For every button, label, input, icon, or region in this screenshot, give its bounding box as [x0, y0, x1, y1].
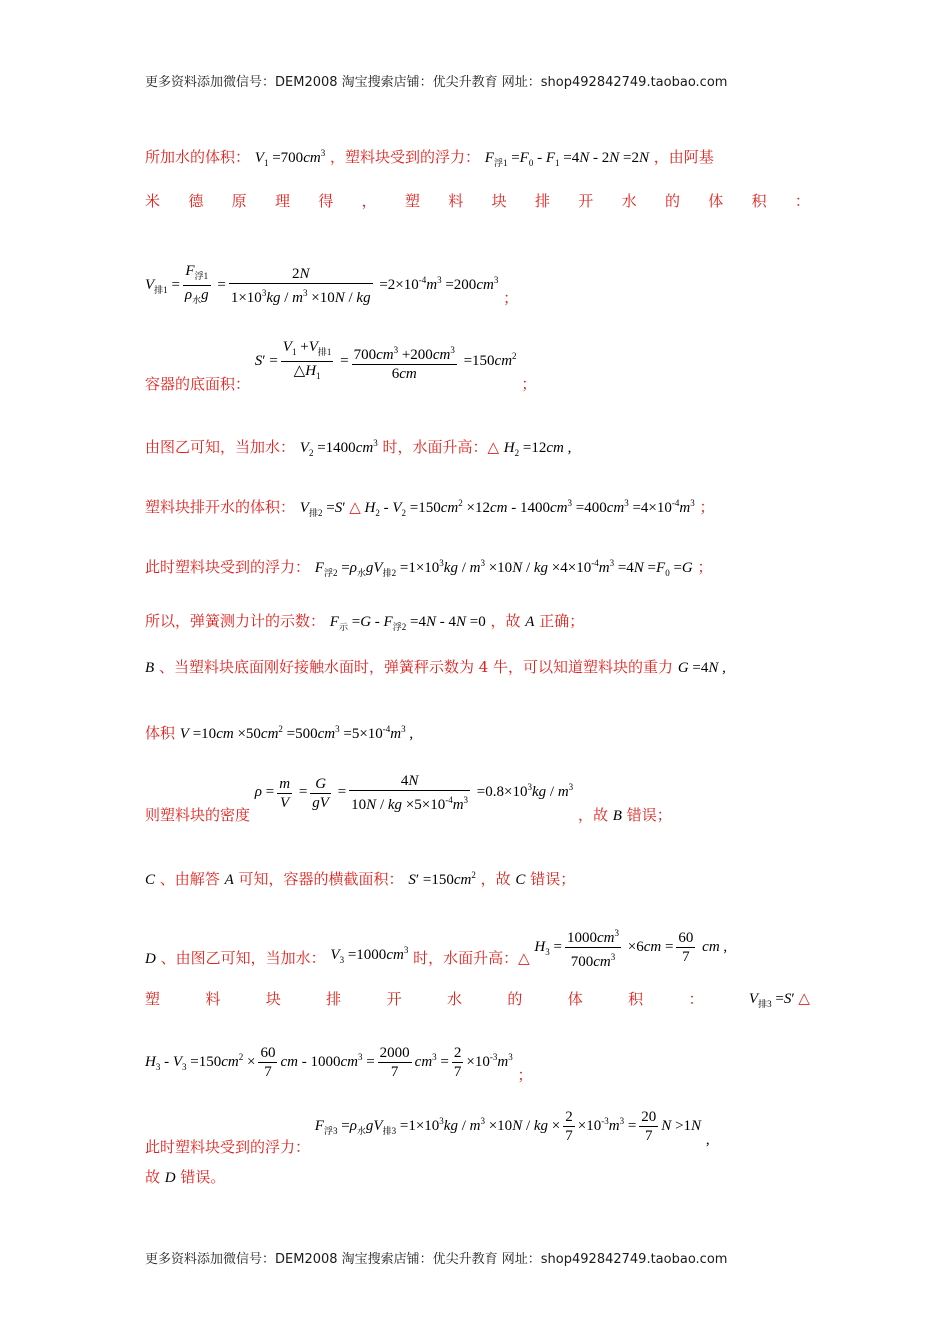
char: 水	[446, 990, 462, 1008]
char: 块	[491, 192, 507, 210]
char: 理	[274, 192, 290, 210]
text: 则塑料块的密度	[145, 806, 251, 825]
text: 时，水面升高：△	[382, 438, 500, 456]
formula: $F_{浮2} =\rho_水gV_{排2} =1\times 10^3kg / m^3 \times 10N$ / kg $\times 4\times 10^{-4}m^3 =4N =F_0 =G$	[314, 558, 693, 578]
char: 料	[205, 990, 221, 1008]
solution-line-10	[145, 718, 810, 745]
solution-line-5	[145, 432, 810, 464]
solution-line-2	[145, 190, 810, 212]
solution-line-17: 故 D 错误。	[145, 1168, 226, 1186]
text: 故	[145, 1168, 161, 1186]
char: 开	[578, 192, 594, 210]
text: 此时塑料块受到的浮力：	[145, 558, 311, 576]
text: ，故	[490, 612, 521, 630]
formula: $H_3 - V_3 =150cm^2$ × $\frac{60}{7}$ cm - $1000cm^3$ = $\frac{2000}{7}$ $cm^3$ = $\frac{2}{7}$ $\times 10^{-3}m^3$	[145, 1045, 513, 1080]
text: 、由解答	[159, 870, 220, 888]
char: 排	[326, 990, 342, 1008]
solution-line-14	[145, 988, 810, 1015]
formula: S′ = $\frac{V_1 +V_{排1}}{\triangle H_1}$ = $\frac{700cm^3 +200cm^3}{6cm}$ $=150cm^2$	[254, 339, 517, 382]
solution-line-11: 则塑料块的密度 ρ = $\frac{m}{V}$ = $\frac{G}{gV}$ = $\frac{4N}{10N / kg \times 5\times 10^{-4}m^3}$ $=0.8\times 10^3kg / m^3$ ，故 B 错误；	[145, 773, 672, 825]
solution-line-16: 此时塑料块受到的浮力： $F_{浮3} =\rho_水gV_{排3} =1\times 10^3kg / m^3 \times 10N$ / kg × $\frac{2}{7}$ $\times 10^{-3}m^3$ = $\frac{20}{7}$ N >1N ,	[145, 1109, 710, 1156]
char: ，	[361, 192, 377, 210]
text: 错误。	[180, 1168, 226, 1186]
solution-line-12: C 、由解答 A 可知，容器的横截面积： $S' =150cm^2$ ，故 C 错误；	[145, 870, 576, 888]
char: 原	[231, 192, 247, 210]
solution-line-8: 所以，弹簧测力计的示数： $F_示 =G - F_{浮2} =4N - 4N =0$ ，故 A 正确；	[145, 612, 585, 632]
text: 所加水的体积：	[145, 148, 251, 166]
text: 由图乙可知，当加水：	[145, 438, 296, 456]
solution-line-13: D 、由图乙可知，当加水： $V_3 =1000cm^3$ 时，水面升高：△ $H_3$ = $\frac{1000cm^3}{700cm^3}$ ×6cm = $\frac{60}{7}$ cm ,	[145, 924, 810, 971]
formula: $F_{浮1} =F_0 - F_1 =4N - 2N =2N$	[484, 150, 649, 168]
formula: $F_{浮3} =\rho_水gV_{排3} =1\times 10^3kg / m^3 \times 10N$ / kg × $\frac{2}{7}$ $\times 10^{-3}m^3$ = $\frac{20}{7}$ N >1N	[314, 1109, 702, 1144]
char: 的	[507, 990, 523, 1008]
formula: $H_3$ = $\frac{1000cm^3}{700cm^3}$ ×6cm = $\frac{60}{7}$ cm ,	[534, 939, 727, 955]
char: 块	[265, 990, 281, 1008]
text: ，塑料块受到的浮力：	[329, 148, 480, 166]
formula: $S' =150cm^2$	[408, 870, 476, 888]
char: 体	[708, 192, 724, 210]
solution-line-3: $V_{排1}$ = $\frac{F_{浮1}}{\rho_水g}$ = $\frac{2N}{1\times 10^3kg / m^3 \times 10N / kg}$ $=2\times 10^{-4}m^3 =200cm^3$ ；	[145, 263, 519, 307]
page-header: 更多资料添加微信号：DEM2008 淘宝搜索店铺：优尖升教育 网址：shop492842749.taobao.com	[145, 75, 728, 90]
formula: $H_2 =12cm$ ,	[503, 440, 572, 458]
char: 的	[664, 192, 680, 210]
formula: ρ = $\frac{m}{V}$ = $\frac{G}{gV}$ = $\frac{4N}{10N / kg \times 5\times 10^{-4}m^3}$ $=0.8\times 10^3kg / m^3$	[254, 773, 574, 813]
char: 积	[751, 192, 767, 210]
formula: $V_2 =1400cm^3$	[299, 438, 378, 458]
char: 排	[534, 192, 550, 210]
text: 错误；	[530, 870, 576, 888]
text: ，由阿基	[653, 148, 714, 166]
char: 德	[188, 192, 204, 210]
text: ，故	[577, 806, 608, 825]
text: 塑料块排开水的体积：	[145, 498, 296, 516]
char: ：	[688, 990, 704, 1008]
text: ，故	[480, 870, 511, 888]
text: 错误；	[626, 806, 672, 825]
char: 米	[145, 192, 161, 210]
text: 正确；	[539, 612, 585, 630]
solution-line-15: $H_3 - V_3 =150cm^2$ × $\frac{60}{7}$ cm - $1000cm^3$ = $\frac{2000}{7}$ $cm^3$ = $\frac{2}{7}$ $\times 10^{-3}m^3$ ；	[145, 1045, 533, 1084]
text: 容器的底面积：	[145, 374, 251, 393]
solution-line-4: 容器的底面积： S′ = $\frac{V_1 +V_{排1}}{\triangle H_1}$ = $\frac{700cm^3 +200cm^3}{6cm}$ $=150cm^2$ ；	[145, 339, 537, 393]
text: 此时塑料块受到的浮力：	[145, 1137, 311, 1156]
char: 水	[621, 192, 637, 210]
text: 、由图乙可知，当加水：	[160, 948, 326, 967]
formula: G =4N ,	[677, 660, 726, 676]
text: 所以，弹簧测力计的示数：	[145, 612, 326, 630]
text: 、当塑料块底面刚好接触水面时，弹簧秤示数为 4 牛，可以知道塑料块的重力	[158, 658, 674, 676]
char: ：	[794, 192, 810, 210]
char: 塑	[404, 192, 420, 210]
text: 可知，容器的横截面积：	[238, 870, 404, 888]
char: 开	[386, 990, 402, 1008]
solution-line-6: 塑料块排开水的体积： $V_{排2} =S'$ △ $H_2 - V_2 =150cm^2 \times 12cm - 1400cm^3 =400cm^3 =4\times 10^{-4}m^3$ ；	[145, 498, 715, 518]
formula: $V_3 =1000cm^3$	[330, 944, 409, 965]
text: 时，水面升高：△	[413, 948, 530, 967]
solution-line-1	[145, 142, 810, 174]
formula: $V =10cm \times 50cm^2 =500cm^3 =5\times 10^{-4}m^3$ ,	[179, 724, 414, 742]
formula: $V_{排3} =S'$ △	[748, 991, 810, 1009]
char: 塑	[145, 990, 161, 1008]
text: 体积	[145, 724, 176, 742]
char: 得	[318, 192, 334, 210]
char: 积	[628, 990, 644, 1008]
formula: $V_1 =700cm^3$	[254, 148, 326, 168]
char: 体	[567, 990, 583, 1008]
solution-line-9: B 、当塑料块底面刚好接触水面时，弹簧秤示数为 4 牛，可以知道塑料块的重力 G =4N ,	[145, 658, 726, 676]
char: 料	[448, 192, 464, 210]
page-footer: 更多资料添加微信号：DEM2008 淘宝搜索店铺：优尖升教育 网址：shop492842749.taobao.com	[145, 1252, 728, 1267]
formula: $V_{排1}$ = $\frac{F_{浮1}}{\rho_水g}$ = $\frac{2N}{1\times 10^3kg / m^3 \times 10N / kg}$ $=2\times 10^{-4}m^3 =200cm^3$	[145, 263, 499, 306]
solution-line-7: 此时塑料块受到的浮力： $F_{浮2} =\rho_水gV_{排2} =1\times 10^3kg / m^3 \times 10N$ / kg $\times 4\times 10^{-4}m^3 =4N =F_0 =G$ ；	[145, 558, 713, 578]
formula: $F_示 =G - F_{浮2} =4N - 4N =0$	[329, 614, 486, 632]
formula: $V_{排2} =S'$ △ $H_2 - V_2 =150cm^2 \times 12cm - 1400cm^3 =400cm^3 =4\times 10^{-4}m^3$	[299, 498, 695, 518]
